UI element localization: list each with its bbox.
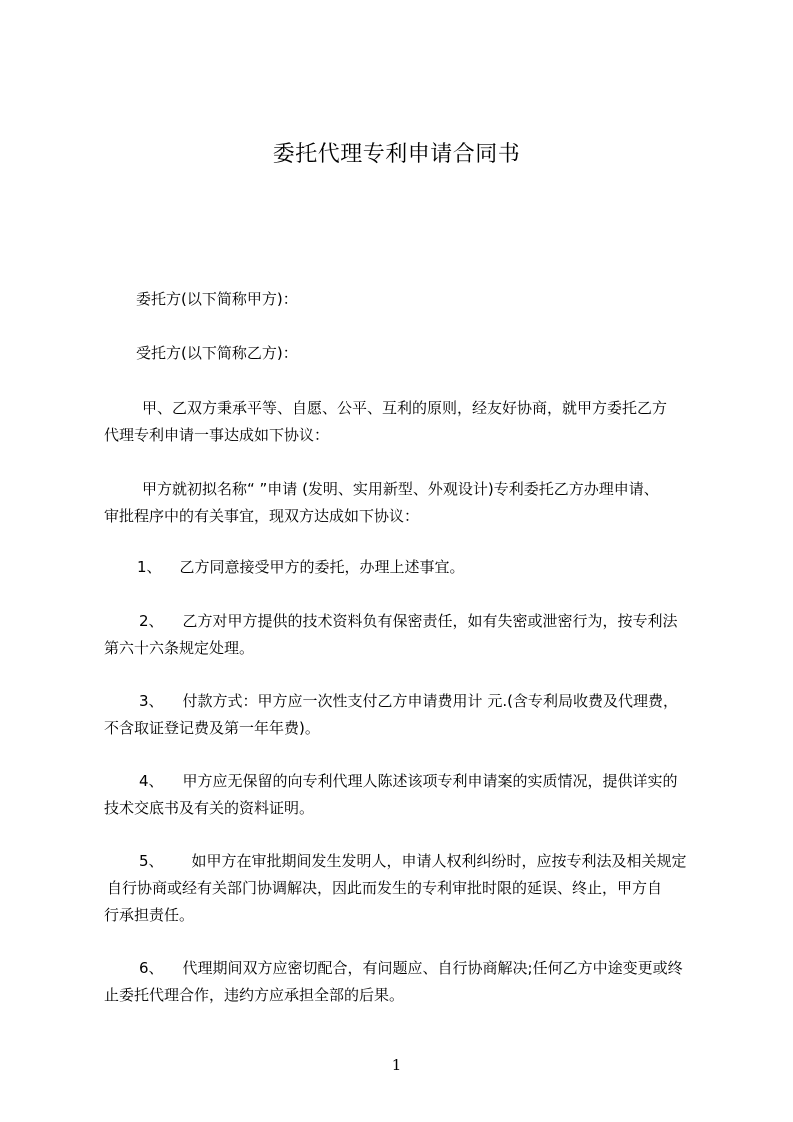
clause-4-text: 甲方应无保留的向专利代理人陈述该项专利申请案的实质情况，提供详实的 bbox=[182, 772, 678, 790]
clause-6-line-1 bbox=[104, 955, 704, 982]
intro-line-1: 甲方就初拟名称“ ”申请 (发明、实用新型、外观设计)专利委托乙方办理申请、 bbox=[142, 480, 659, 498]
clause-4 bbox=[104, 768, 704, 822]
party-b-line bbox=[136, 340, 736, 367]
clause-1-text: 乙方同意接受甲方的委托，办理上述事宜。 bbox=[179, 558, 465, 576]
clause-2-text: 乙方对甲方提供的技术资料负有保密责任，如有失密或泄密行为，按专利法 bbox=[182, 612, 678, 630]
clause-3-line-2: 不含取证登记费及第一年年费)。 bbox=[104, 719, 320, 737]
clause-4-number: 4、 bbox=[139, 772, 164, 790]
clause-2 bbox=[104, 608, 704, 662]
clause-5-text: 如甲方在审批期间发生发明人，申请人权利纠纷时，应按专利法及相关规定 bbox=[191, 852, 687, 870]
clause-2-line-1 bbox=[104, 608, 704, 635]
clause-4-line-2: 技术交底书及有关的资料证明。 bbox=[104, 799, 315, 817]
preamble-paragraph bbox=[104, 395, 704, 449]
clause-5-line-3: 行承担责任。 bbox=[104, 906, 195, 924]
clause-2-line-2: 第六十六条规定处理。 bbox=[104, 639, 255, 657]
clause-3 bbox=[104, 688, 704, 742]
clause-6-number: 6、 bbox=[139, 959, 164, 977]
party-a-line bbox=[136, 286, 736, 313]
clause-1-line-1 bbox=[104, 554, 704, 581]
preamble-line-2: 代理专利申请一事达成如下协议： bbox=[104, 426, 330, 444]
preamble-line-1: 甲、乙双方秉承平等、自愿、公平、互利的原则，经友好协商，就甲方委托乙方 bbox=[142, 399, 668, 417]
intro-paragraph bbox=[104, 476, 704, 530]
intro-line-2: 审批程序中的有关事宜，现双方达成如下协议： bbox=[104, 507, 420, 525]
clause-3-number: 3、 bbox=[139, 692, 164, 710]
document-title: 委托代理专利申请合同书 bbox=[272, 142, 521, 167]
clause-5 bbox=[104, 848, 704, 929]
clause-5-line-2: 自行协商或经有关部门协调解决，因此而发生的专利审批时限的延误、终止，甲方自 bbox=[107, 879, 663, 897]
clause-2-number: 2、 bbox=[139, 612, 164, 630]
clause-6 bbox=[104, 955, 704, 1009]
clause-4-line-1 bbox=[104, 768, 704, 795]
clause-3-line-1 bbox=[104, 688, 704, 715]
clause-1 bbox=[104, 554, 704, 581]
clause-6-text: 代理期间双方应密切配合，有问题应、自行协商解决;任何乙方中途变更或终 bbox=[182, 959, 683, 977]
party-b-text: 受托方(以下简称乙方)： bbox=[136, 344, 298, 362]
party-a-text: 委托方(以下简称甲方)： bbox=[136, 290, 298, 308]
clause-3-text: 付款方式：甲方应一次性支付乙方申请费用计 元.(含专利局收费及代理费， bbox=[182, 692, 678, 710]
clause-6-line-2: 止委托代理合作，违约方应承担全部的后果。 bbox=[104, 986, 405, 1004]
clause-5-number: 5、 bbox=[139, 852, 164, 870]
clause-5-line-1 bbox=[104, 848, 704, 875]
clause-1-number: 1、 bbox=[137, 558, 162, 576]
page-number: 1 bbox=[391, 1056, 402, 1074]
